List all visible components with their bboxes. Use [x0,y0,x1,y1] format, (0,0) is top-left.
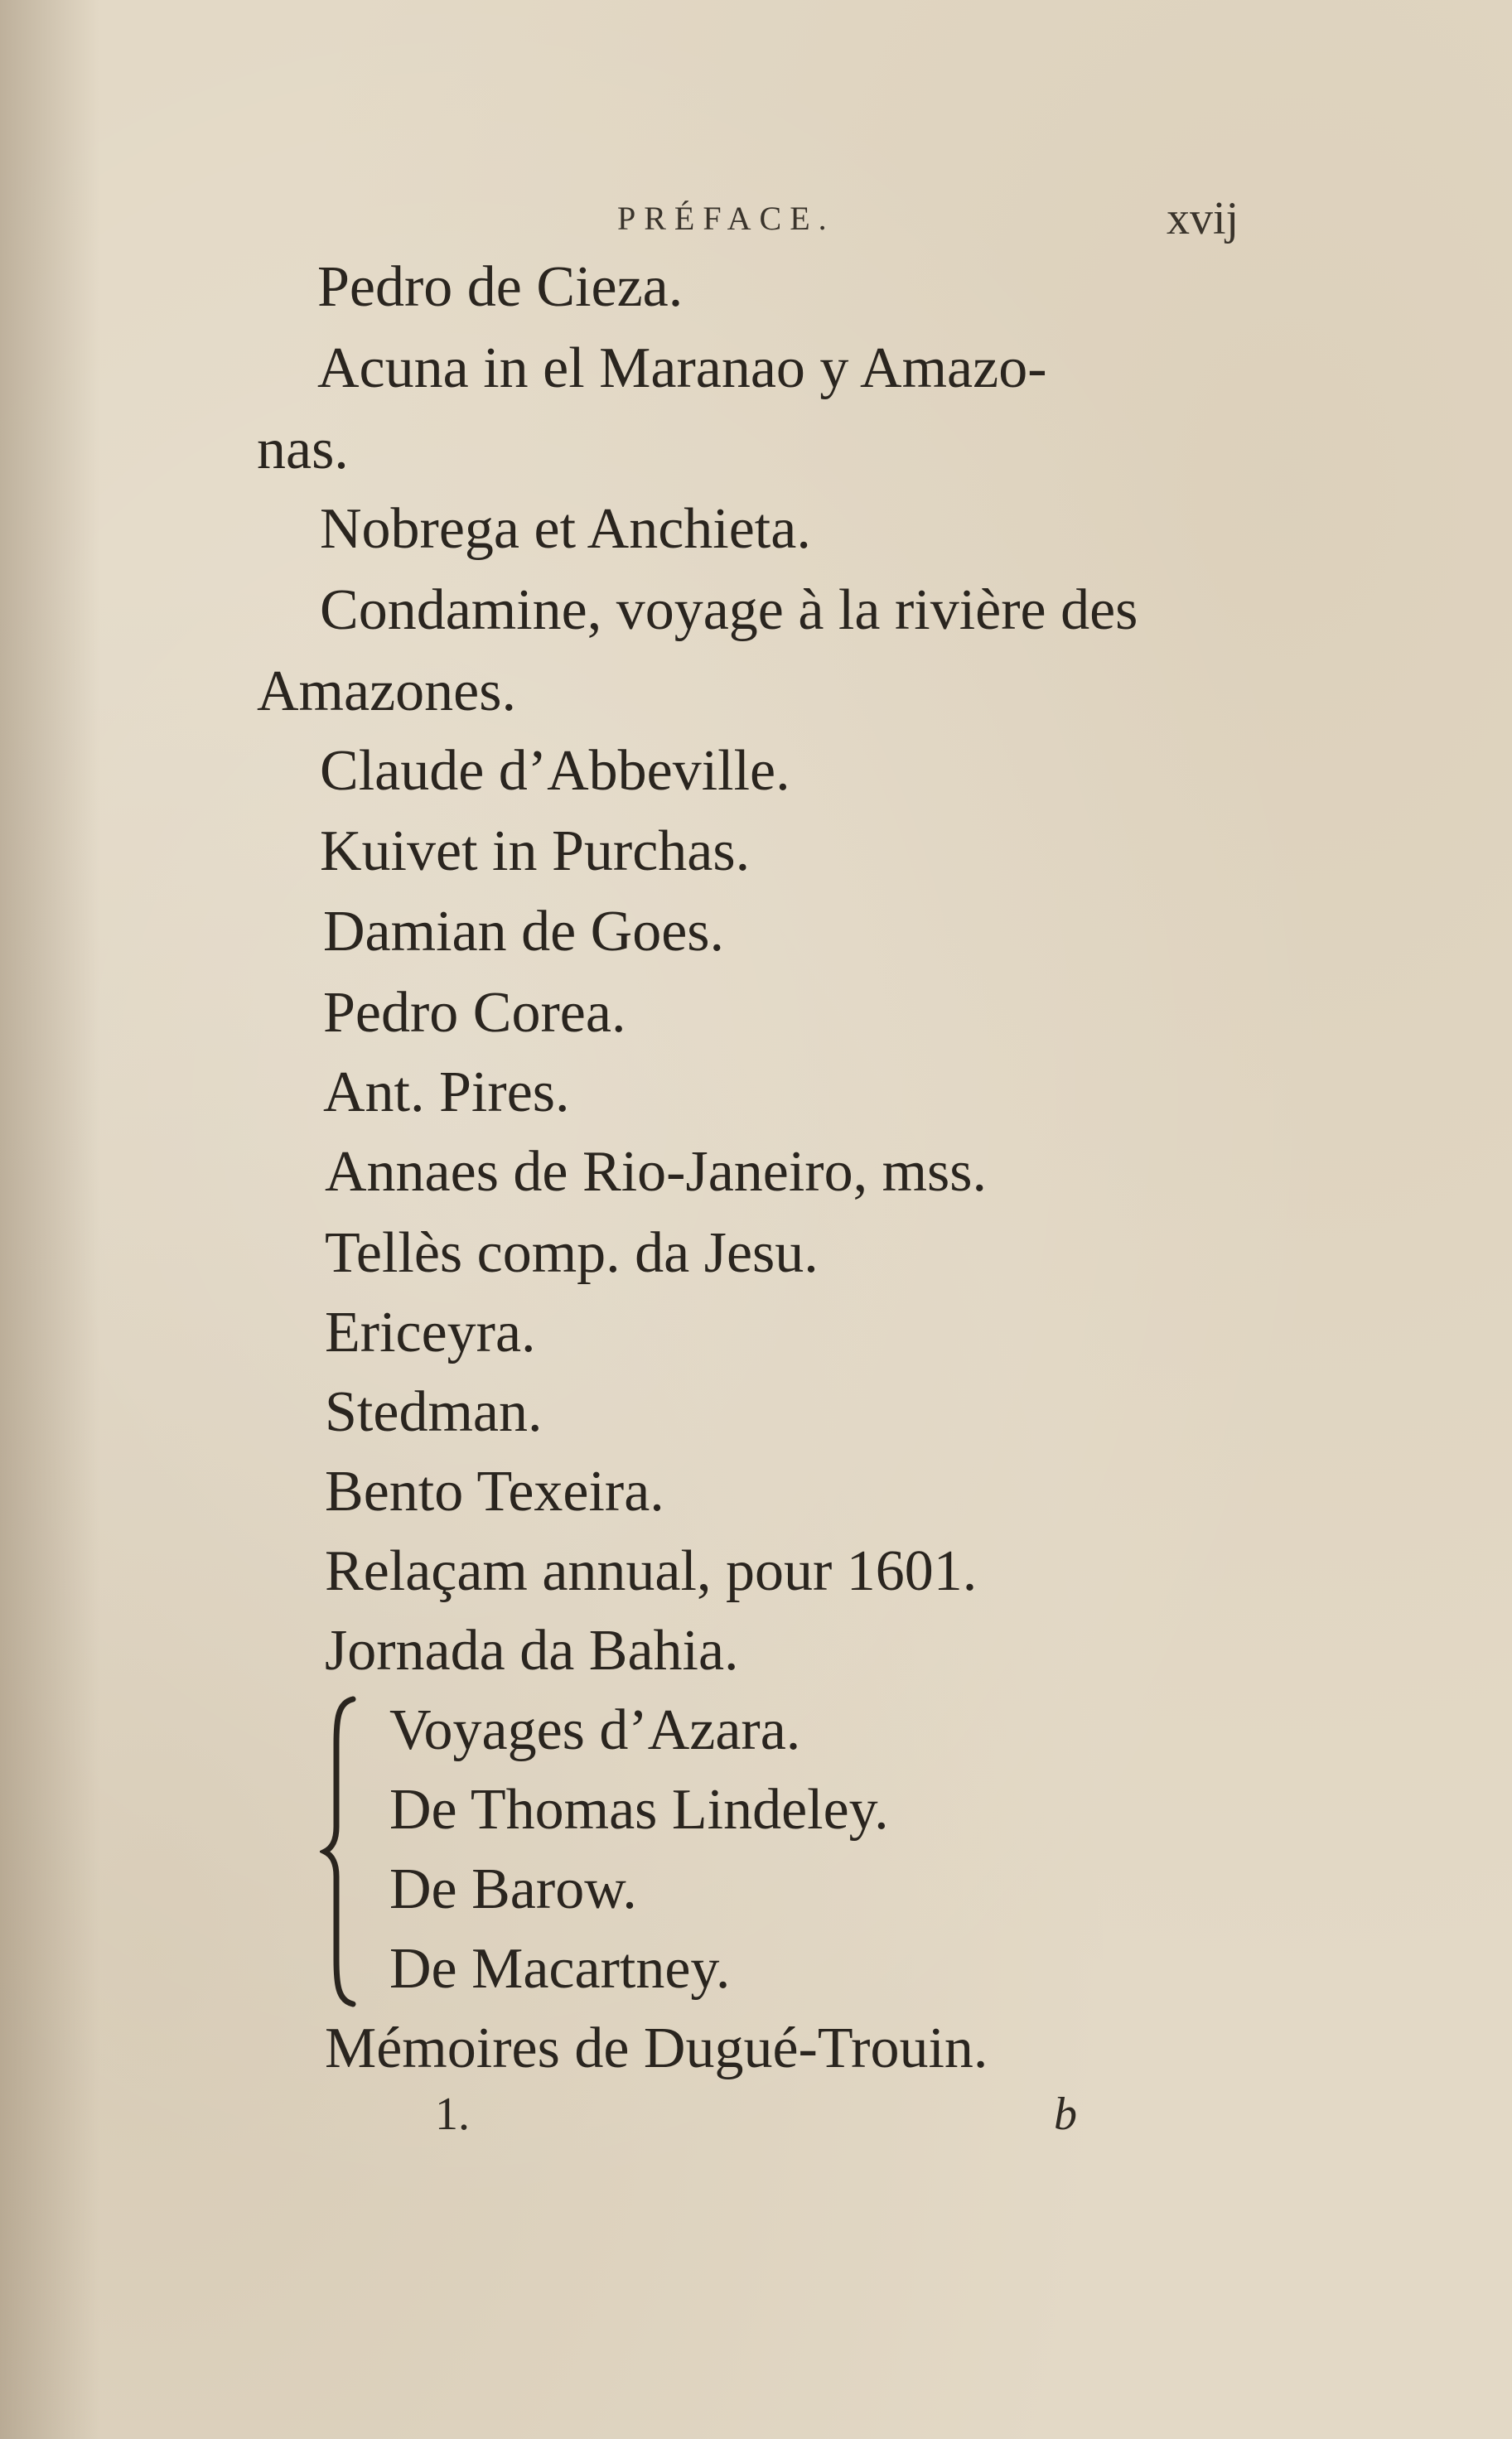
entry-line: Annaes de Rio-Janeiro, mss. [325,1140,988,1204]
entry-line: Ericeyra. [325,1301,536,1364]
entry-line: nas. [257,418,349,481]
volume-mark: 1. [435,2089,470,2140]
entry-line: Relaçam annual, pour 1601. [325,1539,978,1603]
gutter-shadow [0,0,99,2439]
grouped-entry: De Barow. [389,1857,637,1921]
grouped-entry: Voyages d’Azara. [389,1698,801,1762]
entry-line: Pedro Corea. [323,981,626,1045]
running-head: PRÉFACE. [617,200,835,237]
grouped-entry: De Thomas Lindeley. [389,1778,889,1842]
entry-line: Damian de Goes. [323,900,725,964]
entry-line: Condamine, voyage à la rivière des [320,578,1138,642]
entry-line: Pedro de Cieza. [317,255,684,319]
entry-line: Mémoires de Dugué-Trouin. [325,2016,988,2080]
entry-line: Bento Texeira. [325,1460,664,1524]
signature-mark: b [1054,2089,1077,2140]
entry-line: Acuna in el Maranao y Amazo- [317,336,1047,400]
grouped-entry: De Macartney. [389,1937,731,2001]
entry-line: Kuivet in Purchas. [320,819,751,883]
entry-line: Stedman. [325,1380,543,1444]
entry-line: Amazones. [257,659,516,723]
entry-line: Ant. Pires. [323,1060,570,1124]
entry-line: Tellès comp. da Jesu. [325,1221,819,1285]
entry-line: Nobrega et Anchieta. [320,497,811,561]
page-number: xvij [1167,193,1239,244]
entry-line: Claude d’Abbeville. [320,739,790,803]
curly-brace-icon [320,1694,361,2009]
entry-line: Jornada da Bahia. [325,1619,739,1683]
